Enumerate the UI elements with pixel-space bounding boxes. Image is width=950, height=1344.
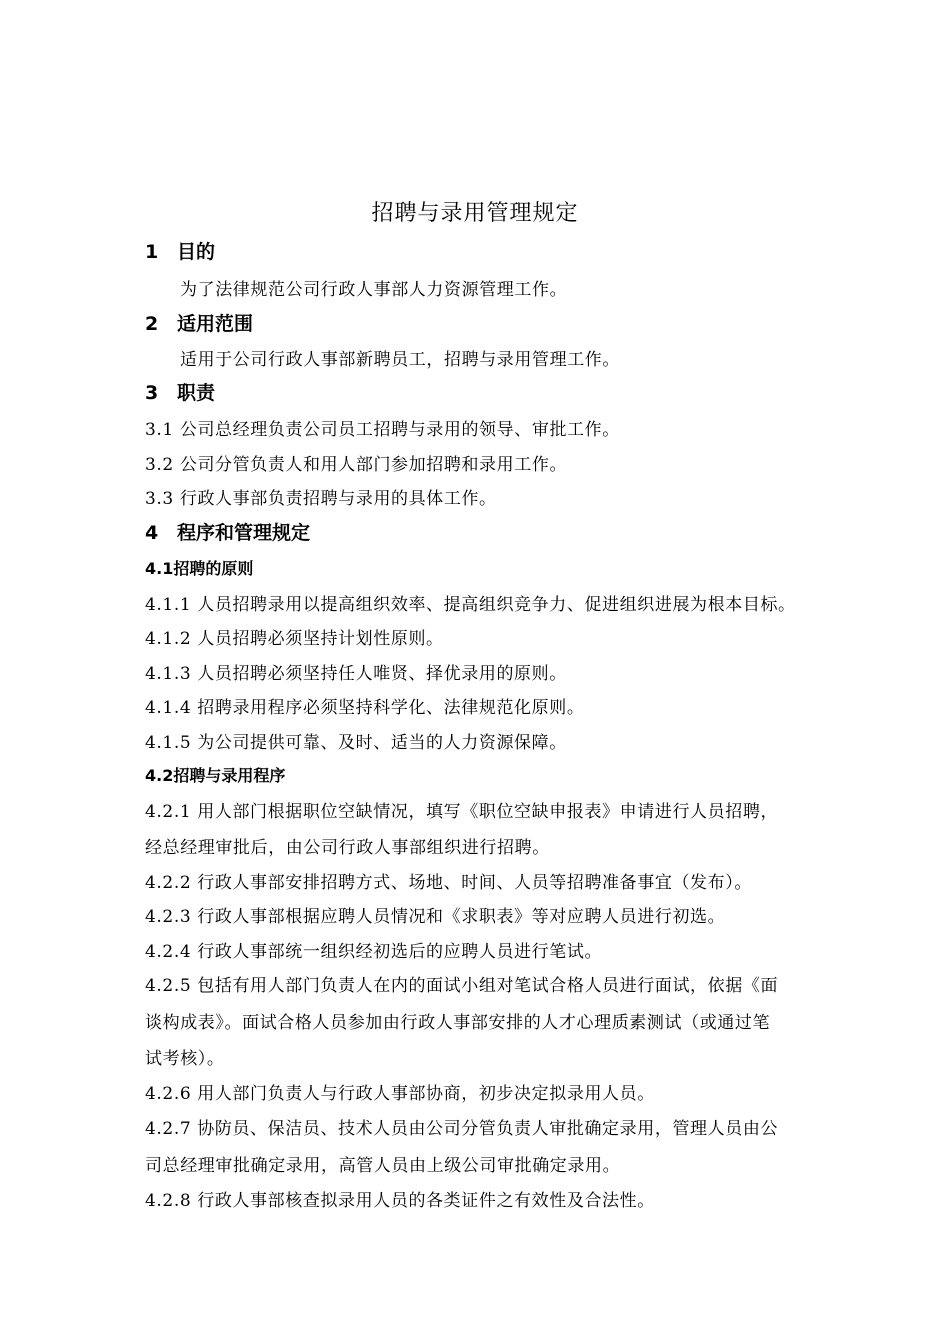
document-title: 招聘与录用管理规定 <box>371 201 579 226</box>
list-item: 4.1.5 为公司提供可靠、及时、适当的人力资源保障。 <box>145 733 567 753</box>
section-number: 1 <box>145 241 159 263</box>
section-title: 程序和管理规定 <box>177 522 311 544</box>
section-number: 3 <box>145 382 159 404</box>
section-heading-2 <box>145 309 253 336</box>
paragraph-line: 4.2.3 行政人事部根据应聘人员情况和《求职表》等对应聘人员进行初选。 <box>145 907 726 927</box>
paragraph-line: 试考核）。 <box>145 1049 225 1069</box>
list-item: 4.1.1 人员招聘录用以提高组织效率、提高组织竞争力、促进组织进展为根本目标。 <box>145 595 796 615</box>
section-title: 职责 <box>177 382 216 404</box>
paragraph-line: 司总经理审批确定录用，高管人员由上级公司审批确定录用。 <box>145 1156 621 1176</box>
list-item: 4.1.4 招聘录用程序必须坚持科学化、法律规范化原则。 <box>145 698 585 718</box>
paragraph-line: 经总经理审批后，由公司行政人事部组织进行招聘。 <box>145 838 550 858</box>
paragraph-line: 4.2.4 行政人事部统一组织经初选后的应聘人员进行笔试。 <box>145 942 603 962</box>
paragraph-scope: 适用于公司行政人事部新聘员工，招聘与录用管理工作。 <box>180 350 620 370</box>
section-heading-1 <box>145 237 215 264</box>
list-item: 3.2 公司分管负责人和用人部门参加招聘和录用工作。 <box>145 455 568 475</box>
paragraph-line: 4.2.6 用人部门负责人与行政人事部协商，初步决定拟录用人员。 <box>145 1084 655 1104</box>
paragraph-line: 4.2.7 协防员、保洁员、技术人员由公司分管负责人审批确定录用，管理人员由公 <box>145 1119 779 1139</box>
section-number: 2 <box>145 313 159 335</box>
section-title: 目的 <box>177 241 216 263</box>
paragraph-line: 4.2.2 行政人事部安排招聘方式、场地、时间、人员等招聘准备事宜（发布）。 <box>145 873 752 893</box>
list-item: 4.1.3 人员招聘必须坚持任人唯贤、择优录用的原则。 <box>145 664 567 684</box>
section-number: 4 <box>145 522 159 544</box>
section-heading-4 <box>145 518 310 545</box>
subsection-heading-4-2: 4.2招聘与录用程序 <box>145 766 286 785</box>
paragraph-line: 4.2.1 用人部门根据职位空缺情况，填写《职位空缺申报表》申请进行人员招聘， <box>145 802 779 822</box>
paragraph-purpose: 为了法律规范公司行政人事部人力资源管理工作。 <box>180 280 568 300</box>
section-heading-3 <box>145 378 215 405</box>
list-item: 3.3 行政人事部负责招聘与录用的具体工作。 <box>145 489 497 509</box>
section-title: 适用范围 <box>177 313 254 335</box>
paragraph-line: 谈构成表》。面试合格人员参加由行政人事部安排的人才心理质素测试（或通过笔 <box>145 1013 771 1033</box>
subsection-heading-4-1: 4.1招聘的原则 <box>145 559 254 578</box>
paragraph-line: 4.2.5 包括有用人部门负责人在内的面试小组对笔试合格人员进行面试，依据《面 <box>145 976 779 996</box>
paragraph-line: 4.2.8 行政人事部核查拟录用人员的各类证件之有效性及合法性。 <box>145 1191 655 1211</box>
list-item: 4.1.2 人员招聘必须坚持计划性原则。 <box>145 629 444 649</box>
list-item: 3.1 公司总经理负责公司员工招聘与录用的领导、审批工作。 <box>145 420 620 440</box>
